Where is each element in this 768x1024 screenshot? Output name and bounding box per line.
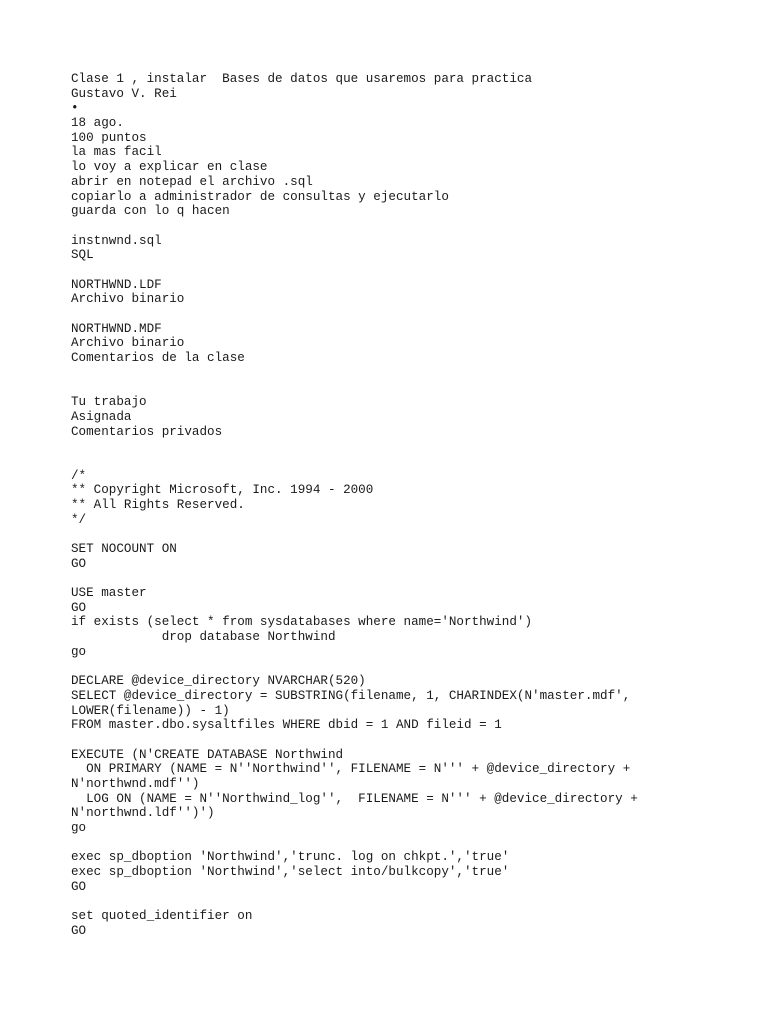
code-line: USE master [71,586,147,601]
document-page [71,72,751,939]
class-comments-label: Comentarios de la clase [71,351,245,366]
blank-line [71,454,751,469]
code-line: FROM master.dbo.sysaltfiles WHERE dbid = 1 AND fileid = 1 [71,718,502,733]
code-line: N'northwnd.ldf'')') [71,806,215,821]
code-line: go [71,644,87,659]
code-line: DECLARE @device_directory NVARCHAR(520) [71,674,366,689]
blank-line [71,895,751,910]
blank-line [71,836,751,851]
your-work-label: Tu trabajo [71,395,147,410]
code-line: ** Copyright Microsoft, Inc. 1994 - 2000 [71,483,374,498]
points-value: 100 puntos [71,130,147,145]
code-line: if exists (select * from sysdatabases where name='Northwind') [71,615,533,630]
code-line: GO [71,923,87,938]
code-line: go [71,821,87,836]
blank-line [71,527,751,542]
code-line: SELECT @device_directory = SUBSTRING(filename, 1, CHARINDEX(N'master.mdf', [71,688,631,703]
private-comments-label: Comentarios privados [71,424,223,439]
code-line: /* [71,468,87,483]
blank-line [71,660,751,675]
instruction-line: guarda con lo q hacen [71,204,230,219]
attachment-name: NORTHWND.LDF [71,277,162,292]
code-line: GO [71,556,87,571]
assignment-status: Asignada [71,409,132,424]
code-line: exec sp_dboption 'Northwind','trunc. log on chkpt.','true' [71,850,510,865]
instruction-line: abrir en notepad el archivo .sql [71,174,313,189]
instruction-line: la mas facil [71,145,162,160]
code-line: SET NOCOUNT ON [71,542,177,556]
blank-line [71,366,751,381]
attachment-type: Archivo binario [71,292,185,307]
code-line: */ [71,512,87,527]
blank-line [71,571,751,586]
assignment-title: Clase 1 , instalar Bases de datos que usaremos para practica [71,72,533,86]
blank-line [71,380,751,395]
attachment-type: Archivo binario [71,336,185,351]
blank-line [71,219,751,234]
code-line: N'northwnd.mdf'') [71,777,200,791]
code-line: GO [71,600,87,615]
attachment-name: NORTHWND.MDF [71,321,162,336]
blank-line [71,307,751,322]
instruction-line: copiarlo a administrador de consultas y ejecutarlo [71,189,449,204]
code-line: LOWER(filename)) - 1) [71,703,230,718]
blank-line [71,263,751,278]
bullet-separator: • [71,101,79,116]
code-line: GO [71,879,87,894]
post-date: 18 ago. [71,116,124,131]
author-name: Gustavo V. Rei [71,86,177,101]
code-line: exec sp_dboption 'Northwind','select into/bulkcopy','true' [71,865,510,880]
instruction-line: lo voy a explicar en clase [71,160,268,175]
code-line: LOG ON (NAME = N''Northwind_log'', FILENAME = N''' + @device_directory + [71,791,638,806]
blank-line [71,733,751,748]
code-line: EXECUTE (N'CREATE DATABASE Northwind [71,747,344,762]
attachment-name: instnwnd.sql [71,233,162,248]
attachment-type: SQL [71,248,94,263]
blank-line [71,439,751,454]
code-line: ** All Rights Reserved. [71,497,245,512]
code-line: set quoted_identifier on [71,909,253,924]
code-line: drop database Northwind [71,630,336,645]
code-line: ON PRIMARY (NAME = N''Northwind'', FILENAME = N''' + @device_directory + [71,762,631,777]
